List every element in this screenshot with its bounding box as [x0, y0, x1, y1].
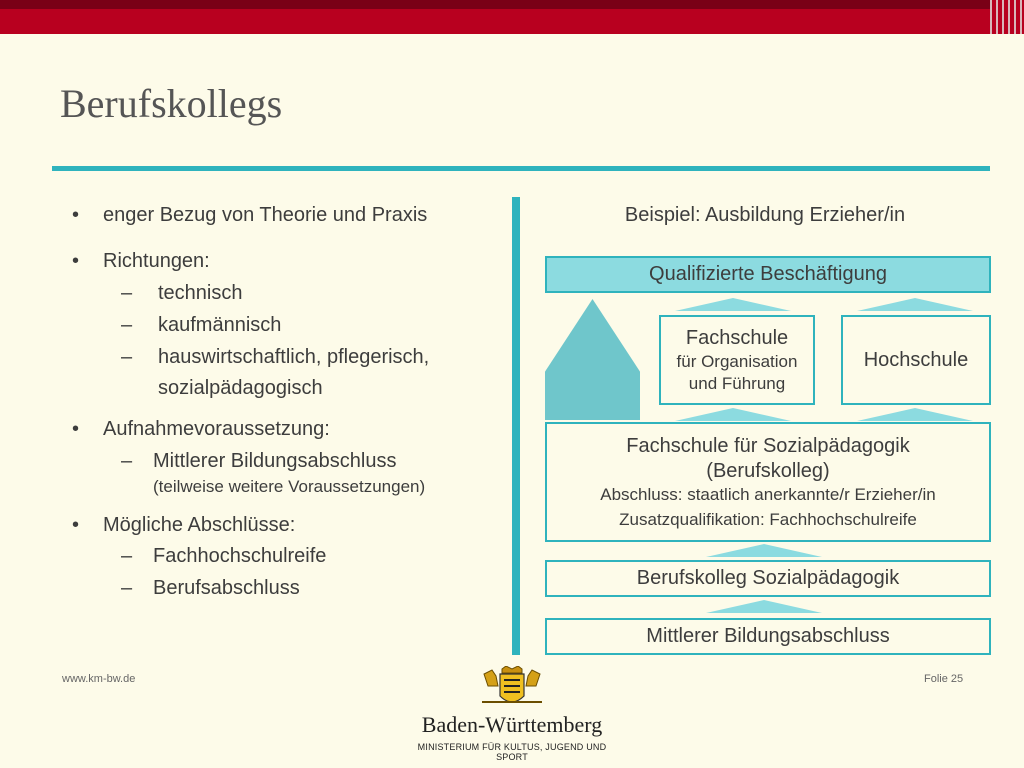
box-sozial-line2: (Berufskolleg) [706, 459, 830, 482]
dash-icon: – [121, 577, 133, 599]
box-fachschule-organisation [659, 315, 815, 405]
top-banner-stripes [990, 0, 1024, 34]
diagram-title: Beispiel: Ausbildung Erzieher/in [624, 204, 906, 226]
title-divider [52, 166, 990, 171]
sub-item-technisch: technisch [158, 282, 243, 304]
box-berufskolleg-label: Berufskolleg Sozialpädagogik [636, 567, 900, 589]
box-sozial-line4: Zusatzqualifikation: Fachhochschulreife [619, 510, 917, 529]
box-hochschule-label: Hochschule [863, 348, 969, 371]
arrow-up-icon [857, 298, 973, 311]
bullet-abschluesse: Mögliche Abschlüsse: [103, 514, 296, 536]
bullet-icon: • [72, 204, 80, 226]
sub-item-sozialpaedagogisch: sozialpädagogisch [158, 377, 323, 399]
dash-icon: – [121, 346, 133, 368]
dash-icon: – [121, 450, 133, 472]
ministry-logo [404, 664, 620, 764]
top-banner-shade [0, 0, 1024, 9]
bullet-richtungen: Richtungen: [103, 250, 210, 272]
bullet-icon: • [72, 514, 80, 536]
sub-item-note: (teilweise weitere Voraussetzungen) [153, 477, 426, 496]
logo-ministry-name: MINISTERIUM FÜR KULTUS, JUGEND UND SPORT [417, 742, 607, 762]
box-berufskolleg [545, 560, 991, 597]
bullet-icon: • [72, 418, 80, 440]
education-path-diagram [540, 198, 1000, 658]
sub-item-kaufmaennisch: kaufmännisch [158, 314, 282, 336]
sub-item-berufsabschluss: Berufsabschluss [153, 577, 300, 599]
box-fachschule-line1: für Organisation [676, 352, 798, 372]
box-qualified-label: Qualifizierte Beschäftigung [649, 263, 887, 285]
box-fachschule-title: Fachschule [685, 327, 789, 350]
bullet-aufnahme: Aufnahmevoraussetzung: [103, 418, 330, 440]
sub-item-fachhochschulreife: Fachhochschulreife [153, 545, 327, 567]
arrow-up-icon [706, 544, 822, 557]
progression-pentagon-icon [545, 299, 640, 420]
box-mittlerer-bildungsabschluss [545, 618, 991, 655]
sub-item-mittlerer: Mittlerer Bildungsabschluss [153, 450, 397, 472]
dash-icon: – [121, 314, 133, 336]
box-hochschule [841, 315, 991, 405]
box-qualified-employment [545, 256, 991, 293]
footer-slide-number: Folie 25 [924, 673, 964, 685]
arrow-up-icon [857, 408, 973, 421]
bullet-icon: • [72, 250, 80, 272]
slide-title: Berufskollegs [60, 81, 283, 126]
bullet-theory-practice: enger Bezug von Theorie und Praxis [103, 204, 428, 226]
box-sozial-line1: Fachschule für Sozialpädagogik [626, 434, 910, 457]
box-fachschule-line2: und Führung [688, 373, 786, 393]
dash-icon: – [121, 282, 133, 304]
column-divider [512, 197, 520, 655]
dash-icon: – [121, 545, 133, 567]
footer-url: www.km-bw.de [62, 673, 136, 685]
arrow-up-icon [675, 408, 791, 421]
sub-item-hauswirtschaftlich: hauswirtschaftlich, pflegerisch, [158, 346, 430, 368]
logo-state-name: Baden-Württemberg [421, 712, 603, 737]
box-mittlerer-label: Mittlerer Bildungsabschluss [646, 625, 890, 647]
arrow-up-icon [675, 298, 791, 311]
box-sozial-line3: Abschluss: staatlich anerkannte/r Erzieher/in [600, 484, 936, 504]
arrow-up-icon [706, 600, 822, 613]
box-fachschule-sozialpaedagogik [545, 422, 991, 542]
coat-of-arms-icon [478, 666, 546, 710]
